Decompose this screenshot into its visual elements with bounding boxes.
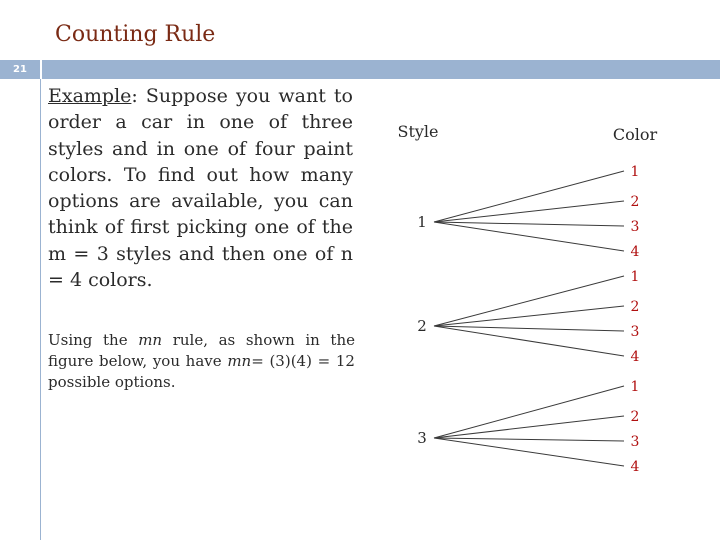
mn-text-a: Using the <box>48 331 139 349</box>
example-label: Example <box>48 85 132 107</box>
branch-line <box>434 222 624 251</box>
color-node-4: 4 <box>630 349 640 365</box>
branch-line <box>434 438 624 466</box>
color-node-3: 3 <box>630 324 640 340</box>
branch-line <box>434 222 624 226</box>
style-header: Style <box>397 122 439 141</box>
mn-text-c: = (3)(4) = 12 possible options. <box>48 352 355 391</box>
mn-term: mn <box>138 331 163 349</box>
slide-title: Counting Rule <box>55 22 216 47</box>
style-node-3: 3 <box>417 429 427 447</box>
color-node-4: 4 <box>630 244 640 260</box>
color-node-2: 2 <box>630 409 640 425</box>
color-node-1: 1 <box>630 379 640 395</box>
color-node-2: 2 <box>630 194 640 210</box>
color-node-4: 4 <box>630 459 640 475</box>
branch-line <box>434 416 624 438</box>
color-node-2: 2 <box>630 299 640 315</box>
branch-line <box>434 201 624 222</box>
color-node-3: 3 <box>630 434 640 450</box>
branch-line <box>434 386 624 438</box>
mn-text-b: rule, as shown in the figure below, you have <box>48 331 355 370</box>
style-node-2: 2 <box>417 317 427 335</box>
mn-term: mn <box>227 352 252 370</box>
color-node-1: 1 <box>630 164 640 180</box>
branch-line <box>434 306 624 326</box>
branch-line <box>434 171 624 222</box>
branch-line <box>434 438 624 441</box>
branch-line <box>434 276 624 326</box>
example-body: : Suppose you want to order a car in one of three styles and in one of four paint colors. To find out how many options are available, you can think of first picking one of the m = 3 styles and then one of n = 4 colors. <box>48 85 353 292</box>
color-header: Color <box>612 125 658 144</box>
style-node-1: 1 <box>417 213 427 231</box>
color-node-3: 3 <box>630 219 640 235</box>
color-node-1: 1 <box>630 269 640 285</box>
slide-number: 21 <box>0 60 42 79</box>
